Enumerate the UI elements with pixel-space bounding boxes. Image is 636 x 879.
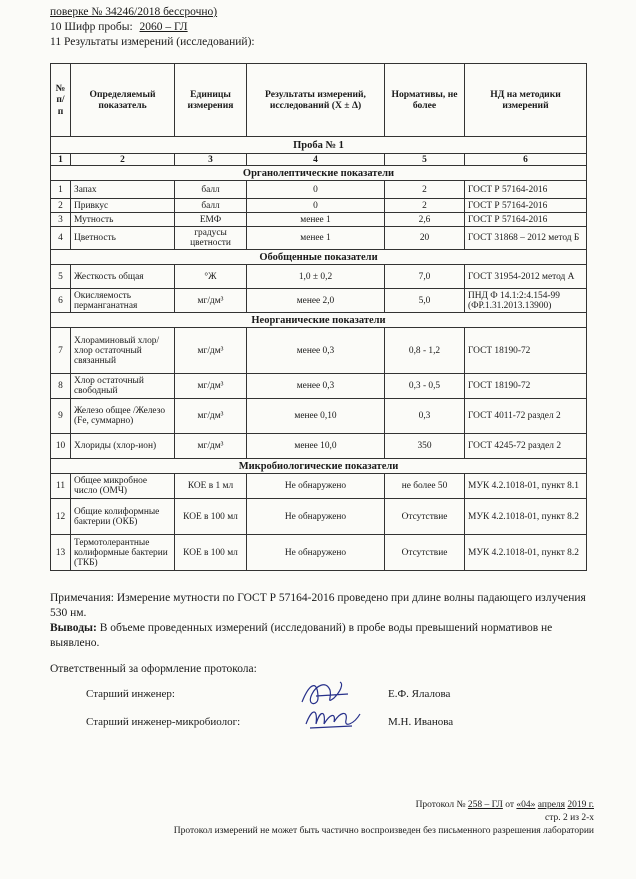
col-header-norm: Нормативы, не более (385, 64, 465, 137)
cell-result: Не обнаружено (247, 474, 385, 499)
disclaimer: Протокол измерений не может быть частично воспроизведен без письменного разрешения лаборатории (173, 826, 594, 836)
cell-norm: 2 (385, 181, 465, 199)
cell-unit: КОЕ в 100 мл (175, 535, 247, 571)
cell-norm: 350 (385, 434, 465, 459)
cell-norm: 0,8 - 1,2 (385, 328, 465, 374)
col-header-indicator: Определяемый показатель (71, 64, 175, 137)
cell-norm: 0,3 - 0,5 (385, 374, 465, 399)
cell-indicator: Общие колиформные бактерии (ОКБ) (71, 499, 175, 535)
cell-number: 10 (51, 434, 71, 459)
conclusion (50, 621, 590, 651)
results-heading: 11 Результаты измерений (исследований): (50, 36, 255, 48)
cell-result: 0 (247, 181, 385, 199)
cell-norm: Отсутствие (385, 535, 465, 571)
results-table (50, 63, 587, 571)
section-row (51, 313, 587, 328)
cell-method: ПНД Ф 14.1:2:4.154-99 (ФР.1.31.2013.13900) (465, 289, 587, 313)
signature-name-2: М.Н. Иванова (388, 716, 454, 728)
sections-body (51, 166, 587, 571)
cell-unit: балл (175, 199, 247, 213)
col-header-result: Результаты измерений, исследований (X ± Δ) (247, 64, 385, 137)
probe-row (51, 137, 587, 154)
cell-unit: мг/дм³ (175, 289, 247, 313)
cell-unit: мг/дм³ (175, 374, 247, 399)
cell-result: менее 1 (247, 213, 385, 227)
cell-result: 1,0 ± 0,2 (247, 265, 385, 289)
table-row (51, 499, 587, 535)
cell-number: 8 (51, 374, 71, 399)
table-row (51, 474, 587, 499)
col-number: 5 (385, 154, 465, 166)
cell-indicator: Хлориды (хлор-ион) (71, 434, 175, 459)
cell-norm: 20 (385, 227, 465, 250)
section-title: Обобщенные показатели (51, 250, 587, 265)
col-number: 2 (71, 154, 175, 166)
cell-norm: Отсутствие (385, 499, 465, 535)
cell-unit: КОЕ в 100 мл (175, 499, 247, 535)
cell-result: менее 0,3 (247, 328, 385, 374)
conclusion-text: В объеме проведенных измерений (исследований) в пробе воды превышений нормативов не выявлено. (50, 622, 553, 649)
page-number: стр. 2 из 2-х (545, 813, 594, 823)
cell-unit: градусы цветности (175, 227, 247, 250)
cell-method: ГОСТ Р 57164-2016 (465, 181, 587, 199)
cell-norm: 5,0 (385, 289, 465, 313)
cell-number: 13 (51, 535, 71, 571)
cell-result: менее 0,3 (247, 374, 385, 399)
signature-scribble-2 (302, 704, 364, 734)
cell-number: 12 (51, 499, 71, 535)
verification-text: поверке № 34246/2018 бессрочно) (50, 6, 218, 18)
table-row (51, 374, 587, 399)
protocol-from: от (505, 800, 515, 810)
cell-number: 6 (51, 289, 71, 313)
protocol-prefix: Протокол № (415, 800, 466, 810)
cell-number: 4 (51, 227, 71, 250)
cell-method: МУК 4.2.1018-01, пункт 8.1 (465, 474, 587, 499)
cell-number: 2 (51, 199, 71, 213)
cell-number: 11 (51, 474, 71, 499)
cell-unit: мг/дм³ (175, 399, 247, 434)
table-row (51, 227, 587, 250)
cell-number: 3 (51, 213, 71, 227)
cell-norm: 7,0 (385, 265, 465, 289)
cell-unit: ЕМФ (175, 213, 247, 227)
table-row (51, 328, 587, 374)
cell-method: МУК 4.2.1018-01, пункт 8.2 (465, 499, 587, 535)
probe-title: Проба № 1 (51, 137, 587, 154)
section-title: Неорганические показатели (51, 313, 587, 328)
section-row (51, 459, 587, 474)
column-numbers-row (51, 154, 587, 166)
cell-number: 1 (51, 181, 71, 199)
cell-indicator: Хлор остаточный свободный (71, 374, 175, 399)
cell-indicator: Запах (71, 181, 175, 199)
sample-code-label: 10 Шифр пробы: (50, 21, 133, 33)
cell-method: ГОСТ 18190-72 (465, 328, 587, 374)
cell-unit: КОЕ в 1 мл (175, 474, 247, 499)
cell-indicator: Железо общее /Железо (Fe, суммарно) (71, 399, 175, 434)
cell-method: ГОСТ Р 57164-2016 (465, 213, 587, 227)
cell-number: 5 (51, 265, 71, 289)
section-row (51, 166, 587, 181)
cell-result: 0 (247, 199, 385, 213)
cell-unit: °Ж (175, 265, 247, 289)
responsible-label: Ответственный за оформление протокола: (50, 663, 257, 675)
col-number: 4 (247, 154, 385, 166)
cell-norm: 2,6 (385, 213, 465, 227)
remark-note: Примечания: Измерение мутности по ГОСТ Р 57164-2016 проведено при длине волны падающего излучения 530 нм. (50, 592, 586, 619)
table-row (51, 199, 587, 213)
header-line-verification (50, 6, 217, 18)
table-row (51, 181, 587, 199)
conclusion-label: Выводы: (50, 622, 97, 634)
cell-norm: 0,3 (385, 399, 465, 434)
cell-number: 7 (51, 328, 71, 374)
header-line-sample-code (50, 21, 188, 33)
cell-indicator: Хлораминовый хлор/ хлор остаточный связанный (71, 328, 175, 374)
section-title: Микробиологические показатели (51, 459, 587, 474)
cell-method: ГОСТ 18190-72 (465, 374, 587, 399)
col-header-method: НД на методики измерений (465, 64, 587, 137)
signature-position-1: Старший инженер: (86, 688, 175, 700)
cell-indicator: Окисляемость перманганатная (71, 289, 175, 313)
protocol-year: 2019 г. (567, 800, 594, 810)
col-header-unit: Единицы измерения (175, 64, 247, 137)
table-row (51, 434, 587, 459)
table-row (51, 213, 587, 227)
cell-method: ГОСТ 31868 – 2012 метод Б (465, 227, 587, 250)
cell-indicator: Мутность (71, 213, 175, 227)
signature-name-1: Е.Ф. Ялалова (388, 688, 451, 700)
cell-indicator: Цветность (71, 227, 175, 250)
col-number: 6 (465, 154, 587, 166)
section-row (51, 250, 587, 265)
protocol-number: 258 – ГЛ (467, 800, 503, 810)
cell-result: менее 1 (247, 227, 385, 250)
table-row (51, 265, 587, 289)
cell-method: ГОСТ 31954-2012 метод А (465, 265, 587, 289)
table-row (51, 289, 587, 313)
cell-method: ГОСТ 4245-72 раздел 2 (465, 434, 587, 459)
cell-method: МУК 4.2.1018-01, пункт 8.2 (465, 535, 587, 571)
table-row (51, 399, 587, 434)
cell-indicator: Общее микробное число (ОМЧ) (71, 474, 175, 499)
cell-norm: не более 50 (385, 474, 465, 499)
table-header-row (51, 64, 587, 137)
cell-unit: балл (175, 181, 247, 199)
cell-indicator: Привкус (71, 199, 175, 213)
cell-unit: мг/дм³ (175, 434, 247, 459)
cell-indicator: Жесткость общая (71, 265, 175, 289)
cell-unit: мг/дм³ (175, 328, 247, 374)
cell-method: ГОСТ Р 57164-2016 (465, 199, 587, 213)
col-number: 3 (175, 154, 247, 166)
signature-position-2: Старший инженер-микробиолог: (86, 716, 241, 728)
cell-result: менее 2,0 (247, 289, 385, 313)
cell-norm: 2 (385, 199, 465, 213)
cell-result: менее 0,10 (247, 399, 385, 434)
cell-method: ГОСТ 4011-72 раздел 2 (465, 399, 587, 434)
protocol-day: «04» (516, 800, 536, 810)
cell-result: менее 10,0 (247, 434, 385, 459)
cell-number: 9 (51, 399, 71, 434)
protocol-month: апреля (537, 800, 566, 810)
protocol-reference (416, 800, 594, 810)
table-row (51, 535, 587, 571)
col-number: 1 (51, 154, 71, 166)
cell-result: Не обнаружено (247, 535, 385, 571)
cell-result: Не обнаружено (247, 499, 385, 535)
section-title: Органолептические показатели (51, 166, 587, 181)
cell-indicator: Термотолерантные колиформные бактерии (ТКБ) (71, 535, 175, 571)
sample-code-value: 2060 – ГЛ (139, 21, 188, 33)
col-header-number: № п/п (51, 64, 71, 137)
